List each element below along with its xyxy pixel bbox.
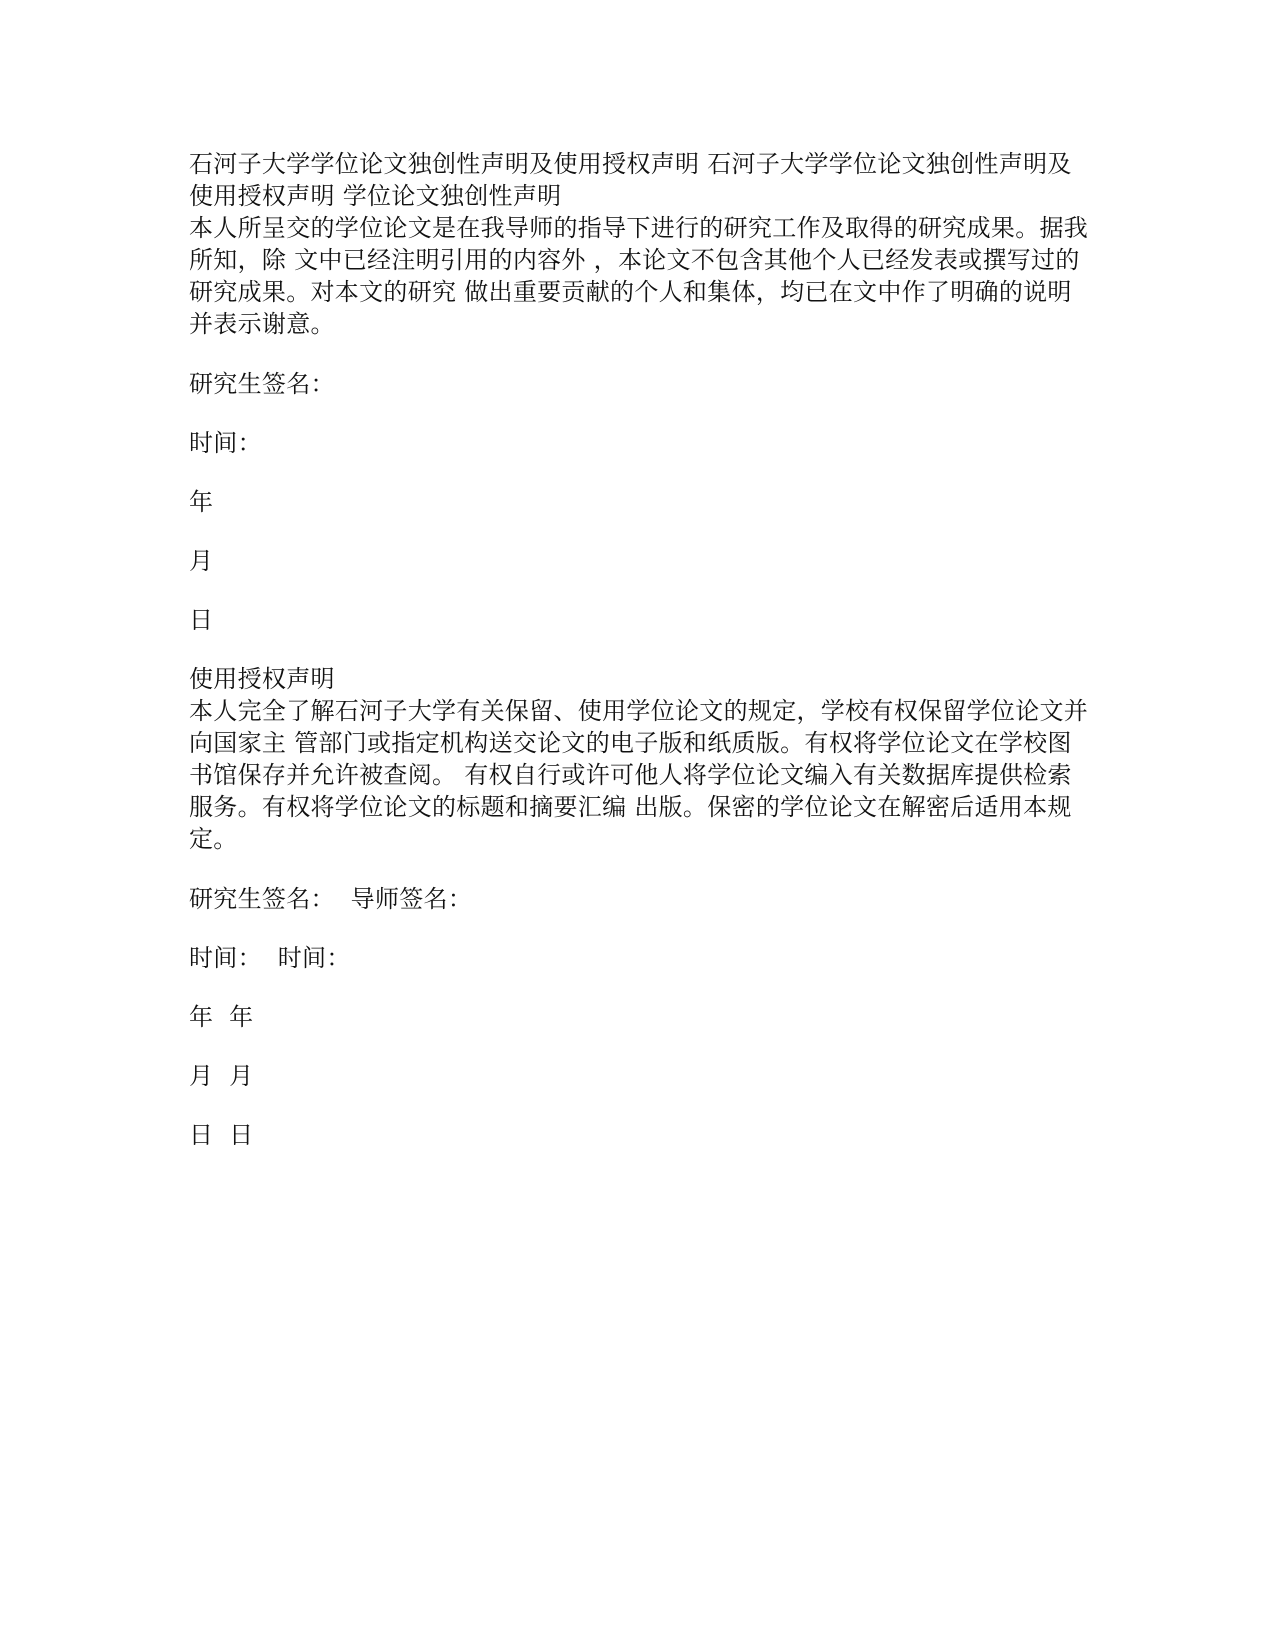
day-label: 日	[189, 606, 214, 634]
year-label: 年	[189, 488, 214, 516]
day-line: 日 日	[189, 1121, 254, 1149]
authorization-title: 使用授权声明	[189, 665, 335, 693]
time-line: 时间： 时间：	[189, 944, 351, 972]
document-heading: 石河子大学学位论文独创性声明及使用授权声明 石河子大学学位论文独创性声明及使用授权声明 学位论文独创性声明	[189, 150, 1072, 210]
authorization-statement: 本人完全了解石河子大学有关保留、使用学位论文的规定，学校有权保留学位论文并向国家主 管部门或指定机构送交论文的电子版和纸质版。有权将学位论文在学校图书馆保存并允许被查阅。 有权自行或许可他人将学位论文编入有关数据库提供检索服务。有权将学位论文的标题和摘要汇编 出版。保密的学位论文在解密后适用本规定。	[189, 697, 1089, 853]
document-body	[189, 148, 1094, 1151]
year-line: 年 年	[189, 1003, 254, 1031]
month-line: 月 月	[189, 1062, 254, 1090]
originality-statement: 本人所呈交的学位论文是在我导师的指导下进行的研究工作及取得的研究成果。据我所知，除 文中已经注明引用的内容外 ，本论文不包含其他个人已经发表或撰写过的研究成果。对本文的研究 做出重要贡献的个人和集体，均已在文中作了明确的说明并表示谢意。	[189, 214, 1089, 338]
student-signature-label: 研究生签名：	[189, 370, 335, 398]
month-label: 月	[189, 547, 214, 575]
time-label: 时间：	[189, 429, 262, 457]
signature-line: 研究生签名： 导师签名：	[189, 885, 473, 913]
